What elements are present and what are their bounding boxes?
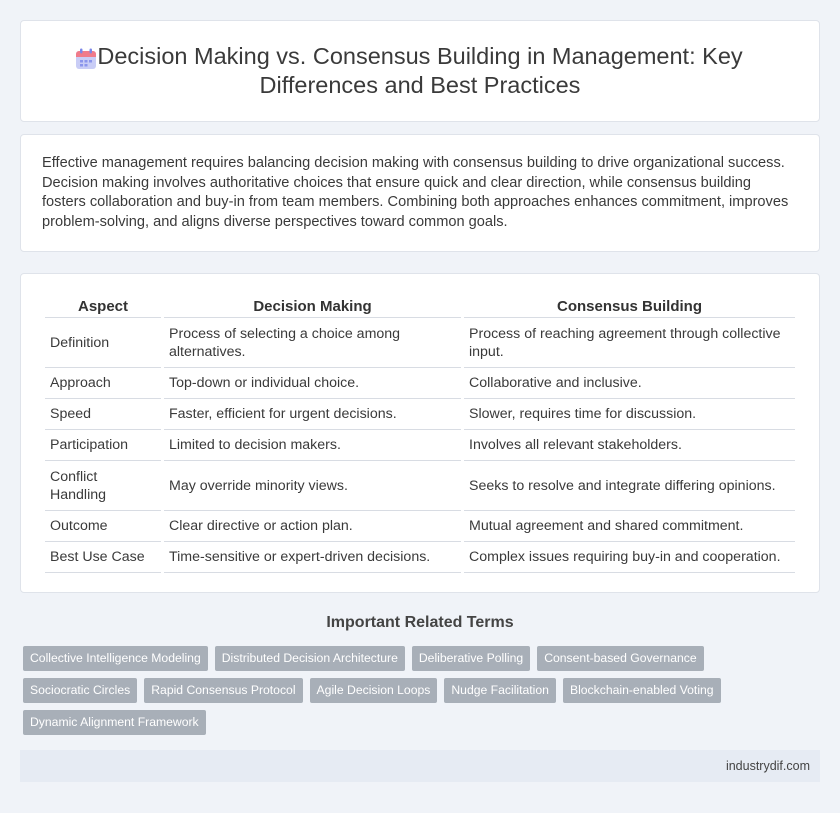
table-cell: Seeks to resolve and integrate differing opinions.	[464, 461, 795, 511]
page-title: Decision Making vs. Consensus Building in Management: Key Differences and Best Practices	[97, 43, 743, 98]
table-cell: Involves all relevant stakeholders.	[464, 430, 795, 461]
column-header-consensus-building: Consensus Building	[464, 296, 795, 318]
table-cell: Clear directive or action plan.	[164, 511, 461, 542]
comparison-table-card	[20, 273, 820, 593]
related-term-tag[interactable]: Sociocratic Circles	[23, 678, 137, 703]
related-term-tag[interactable]: Collective Intelligence Modeling	[23, 646, 208, 671]
table-row	[45, 461, 795, 511]
header-card	[20, 20, 820, 122]
related-term-tag[interactable]: Consent-based Governance	[537, 646, 703, 671]
table-cell: May override minority views.	[164, 461, 461, 511]
table-cell: Time-sensitive or expert-driven decisions.	[164, 542, 461, 573]
footer-site-name[interactable]: industrydif.com	[725, 759, 810, 773]
related-term-tag[interactable]: Blockchain-enabled Voting	[563, 678, 721, 703]
footer	[20, 750, 820, 782]
table-cell: Faster, efficient for urgent decisions.	[164, 399, 461, 430]
related-terms-list	[23, 646, 723, 735]
table-cell: Speed	[45, 399, 161, 430]
related-term-tag[interactable]: Dynamic Alignment Framework	[23, 710, 206, 735]
table-row	[45, 542, 795, 573]
table-cell: Complex issues requiring buy-in and cooperation.	[464, 542, 795, 573]
table-cell: Approach	[45, 368, 161, 399]
table-cell: Process of selecting a choice among alternatives.	[164, 318, 461, 368]
table-row	[45, 430, 795, 461]
table-cell: Outcome	[45, 511, 161, 542]
table-row	[45, 511, 795, 542]
column-header-decision-making: Decision Making	[164, 296, 461, 318]
table-header-row	[45, 296, 795, 318]
table-row	[45, 399, 795, 430]
comparison-table	[42, 296, 798, 573]
table-cell: Top-down or individual choice.	[164, 368, 461, 399]
table-cell: Conflict Handling	[45, 461, 161, 511]
related-term-tag[interactable]: Nudge Facilitation	[444, 678, 556, 703]
intro-card	[20, 134, 820, 252]
table-cell: Slower, requires time for discussion.	[464, 399, 795, 430]
related-term-tag[interactable]: Deliberative Polling	[412, 646, 530, 671]
table-row	[45, 318, 795, 368]
related-term-tag[interactable]: Distributed Decision Architecture	[215, 646, 405, 671]
related-term-tag[interactable]: Agile Decision Loops	[310, 678, 438, 703]
related-terms-heading: Important Related Terms	[326, 614, 514, 631]
intro-paragraph: Effective management requires balancing decision making with consensus building to drive organizational success. Decision making involves authoritative choices that ensure quick and clear direction, while consensus building fosters collaboration and buy-in from team members. Combining both approaches enhances commitment, improves problem-solving, and aligns diverse perspectives toward common goals.	[42, 155, 789, 230]
table-cell: Mutual agreement and shared commitment.	[464, 511, 795, 542]
column-header-aspect: Aspect	[45, 296, 161, 318]
table-cell: Process of reaching agreement through collective input.	[464, 318, 795, 368]
table-row	[45, 368, 795, 399]
related-term-tag[interactable]: Rapid Consensus Protocol	[144, 678, 302, 703]
table-cell: Best Use Case	[45, 542, 161, 573]
table-cell: Collaborative and inclusive.	[464, 368, 795, 399]
table-cell: Participation	[45, 430, 161, 461]
table-cell: Definition	[45, 318, 161, 368]
table-cell: Limited to decision makers.	[164, 430, 461, 461]
